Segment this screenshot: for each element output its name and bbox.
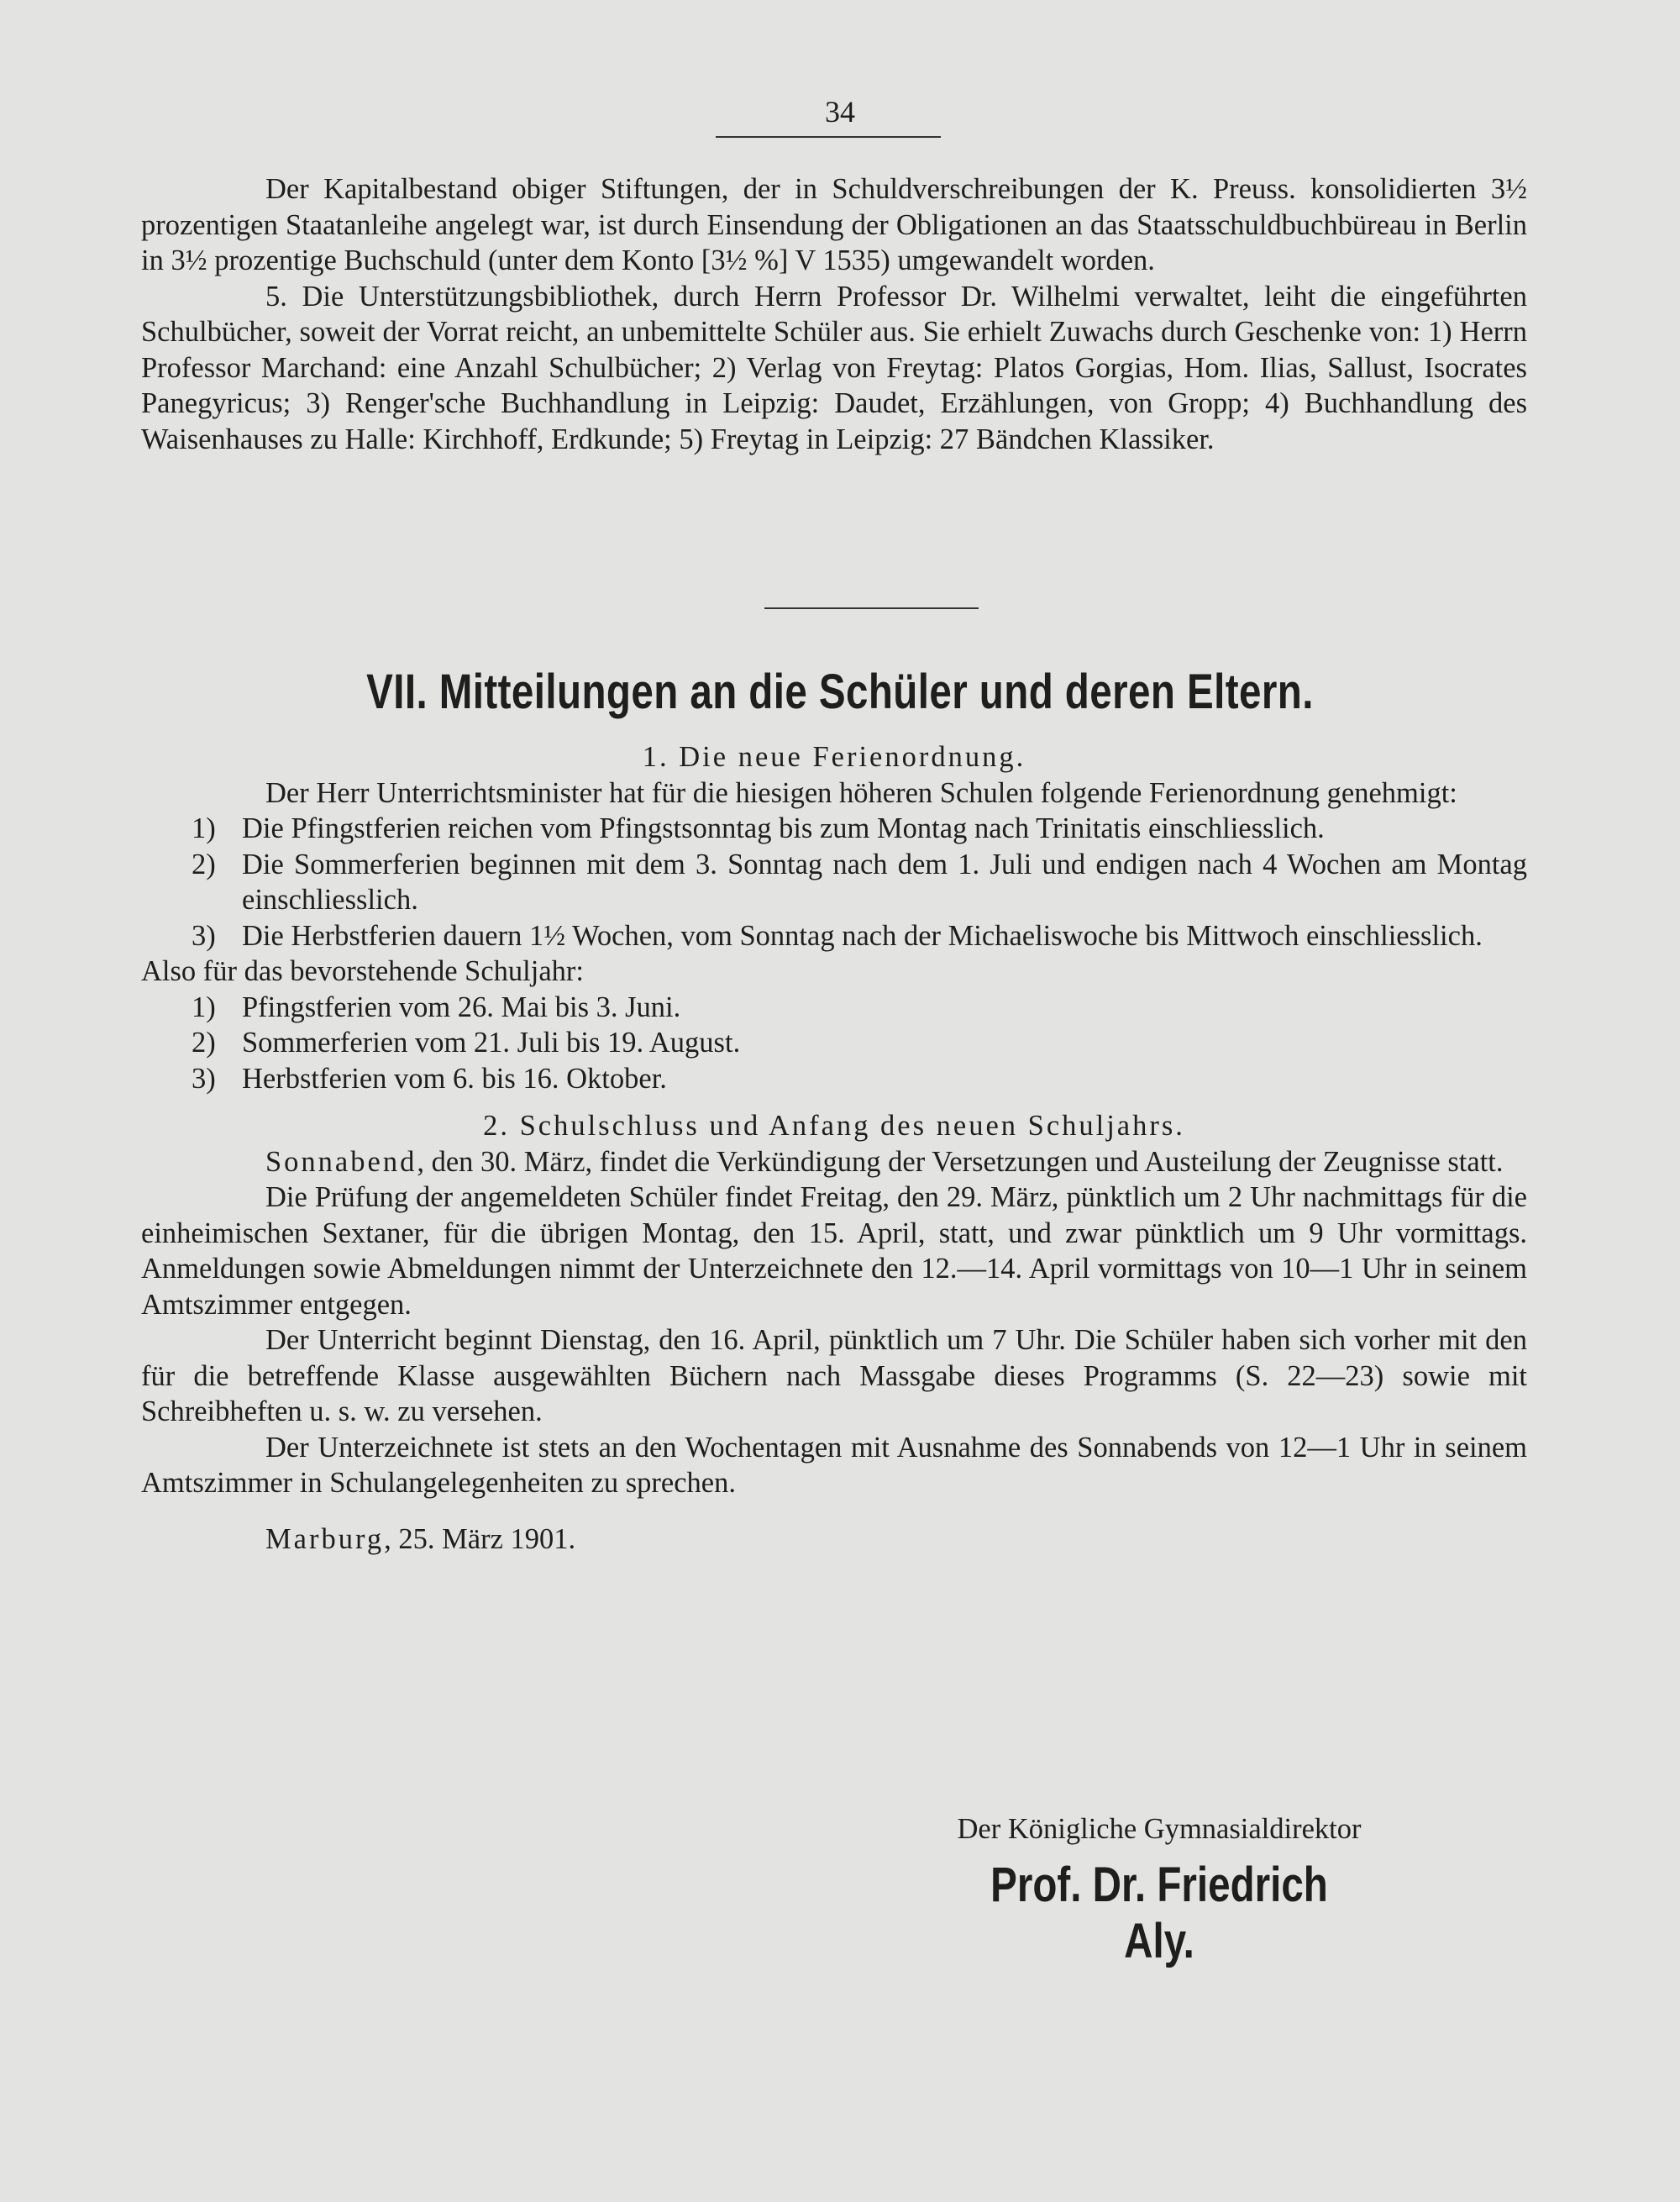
upcoming-year-label: Also für das bevorstehende Schuljahr: (141, 955, 584, 987)
list-number: 1) (192, 991, 216, 1023)
intro-block (141, 171, 1527, 457)
list-item (141, 1061, 1527, 1097)
list-text: Pfingstferien vom 26. Mai bis 3. Juni. (242, 991, 681, 1023)
place-date (141, 1521, 1527, 1558)
paragraph-end-of-term (141, 1144, 1527, 1180)
subsection-title-school-year: 2. Schulschluss und Anfang des neuen Schuljahrs. (483, 1110, 1185, 1142)
list-number: 3) (192, 919, 216, 952)
list-text: Die Sommerferien beginnen mit dem 3. Sonntag nach dem 1. Juli und endigen nach 4 Wochen am Montag einschliesslich. (242, 848, 1527, 916)
paragraph-exam: Die Prüfung der angemeldeten Schüler findet Freitag, den 29. März, pünktlich um 2 Uhr nachmittags für die einheimischen Sextaner, für die übrigen Montag, den 15. April, statt, und zwar pünktlich um 9 Uhr vormittags. Anmeldungen sowie Abmeldungen nimmt der Unterzeichnete den 12.—14. April vormittags von 10—1 Uhr in seinem Amtszimmer entgegen. (141, 1181, 1527, 1321)
list-text: Herbstferien vom 6. bis 16. Oktober. (242, 1062, 667, 1095)
list-item (141, 990, 1527, 1026)
list-number: 1) (192, 812, 216, 844)
page-number: 34 (825, 95, 855, 129)
section-divider (764, 607, 979, 609)
list-item (141, 1025, 1527, 1061)
paragraph-start: Der Unterricht beginnt Dienstag, den 16. April, pünktlich um 7 Uhr. Die Schüler haben sich vorher mit den für die betreffende Klasse ausgewählten Büchern nach Massgabe dieses Programms (S. 22—23) sowie mit Schreibheften u. s. w. zu versehen. (141, 1324, 1527, 1427)
header-rule (716, 136, 941, 138)
weekday-emphasis: Sonnabend (265, 1145, 417, 1178)
subsection-title-holidays: 1. Die neue Ferienordnung. (642, 741, 1026, 773)
signature-name: Prof. Dr. Friedrich Aly. (990, 1858, 1328, 1968)
list-number: 2) (192, 848, 216, 880)
place-name: Marburg (265, 1522, 385, 1555)
date-text: , 25. März 1901. (384, 1522, 576, 1555)
section-title: VII. Mitteilungen an die Schüler und deren Eltern. (366, 665, 1314, 719)
holiday-rules-list (141, 811, 1527, 954)
holidays-intro: Der Herr Unterrichtsminister hat für die hiesigen höheren Schulen folgende Ferienordnung genehmigt: (265, 776, 1457, 809)
list-text: Die Herbstferien dauern 1½ Wochen, vom Sonntag nach der Michaeliswoche bis Mittwoch einschliesslich. (242, 919, 1483, 952)
list-item (141, 918, 1527, 954)
list-text: Die Pfingstferien reichen vom Pfingstsonntag bis zum Montag nach Trinitatis einschliesslich. (242, 812, 1325, 844)
paragraph-library: 5. Die Unterstützungsbibliothek, durch Herrn Professor Dr. Wilhelmi verwaltet, leiht die eingeführten Schulbücher, soweit der Vorrat reicht, an unbemittelte Schüler aus. Sie erhielt Zuwachs durch Geschenke von: 1) Herrn Professor Marchand: eine Anzahl Schulbücher; 2) Verlag von Freytag: Platos Gorgias, Hom. Ilias, Sallust, Isocrates Panegyricus; 3) Renger'sche Buchhandlung in Leipzig: Daudet, Erzählungen, von Gropp; 4) Buchhandlung des Waisenhauses zu Halle: Kirchhoff, Erdkunde; 5) Freytag in Leipzig: 27 Bändchen Klassiker. (141, 280, 1527, 455)
paragraph-capital: Der Kapitalbestand obiger Stiftungen, der in Schuldverschreibungen der K. Preuss. konsolidierten 3½ prozentigen Staatanleihe angelegt war, ist durch Einsendung der Obligationen an das Staatsschuldbuchbüreau in Berlin in 3½ prozentige Buchschuld (unter dem Konto [3½ %] V 1535) umgewandelt worden. (141, 173, 1527, 276)
list-number: 2) (192, 1027, 216, 1059)
paragraph-office-hours: Der Unterzeichnete ist stets an den Wochentagen mit Ausnahme des Sonnabends von 12—1 Uhr in seinem Amtszimmer in Schulangelegenheiten zu sprechen. (141, 1431, 1527, 1499)
list-item (141, 847, 1527, 918)
holiday-dates-list (141, 990, 1527, 1097)
list-item (141, 811, 1527, 847)
list-number: 3) (192, 1062, 216, 1095)
list-text: Sommerferien vom 21. Juli bis 19. August. (242, 1027, 741, 1059)
paragraph-text: , den 30. März, findet die Verkündigung der Versetzungen und Austeilung der Zeugnisse statt. (417, 1145, 1504, 1178)
section-body (141, 739, 1527, 1557)
signature-role: Der Königliche Gymnasialdirektor (957, 1813, 1362, 1845)
